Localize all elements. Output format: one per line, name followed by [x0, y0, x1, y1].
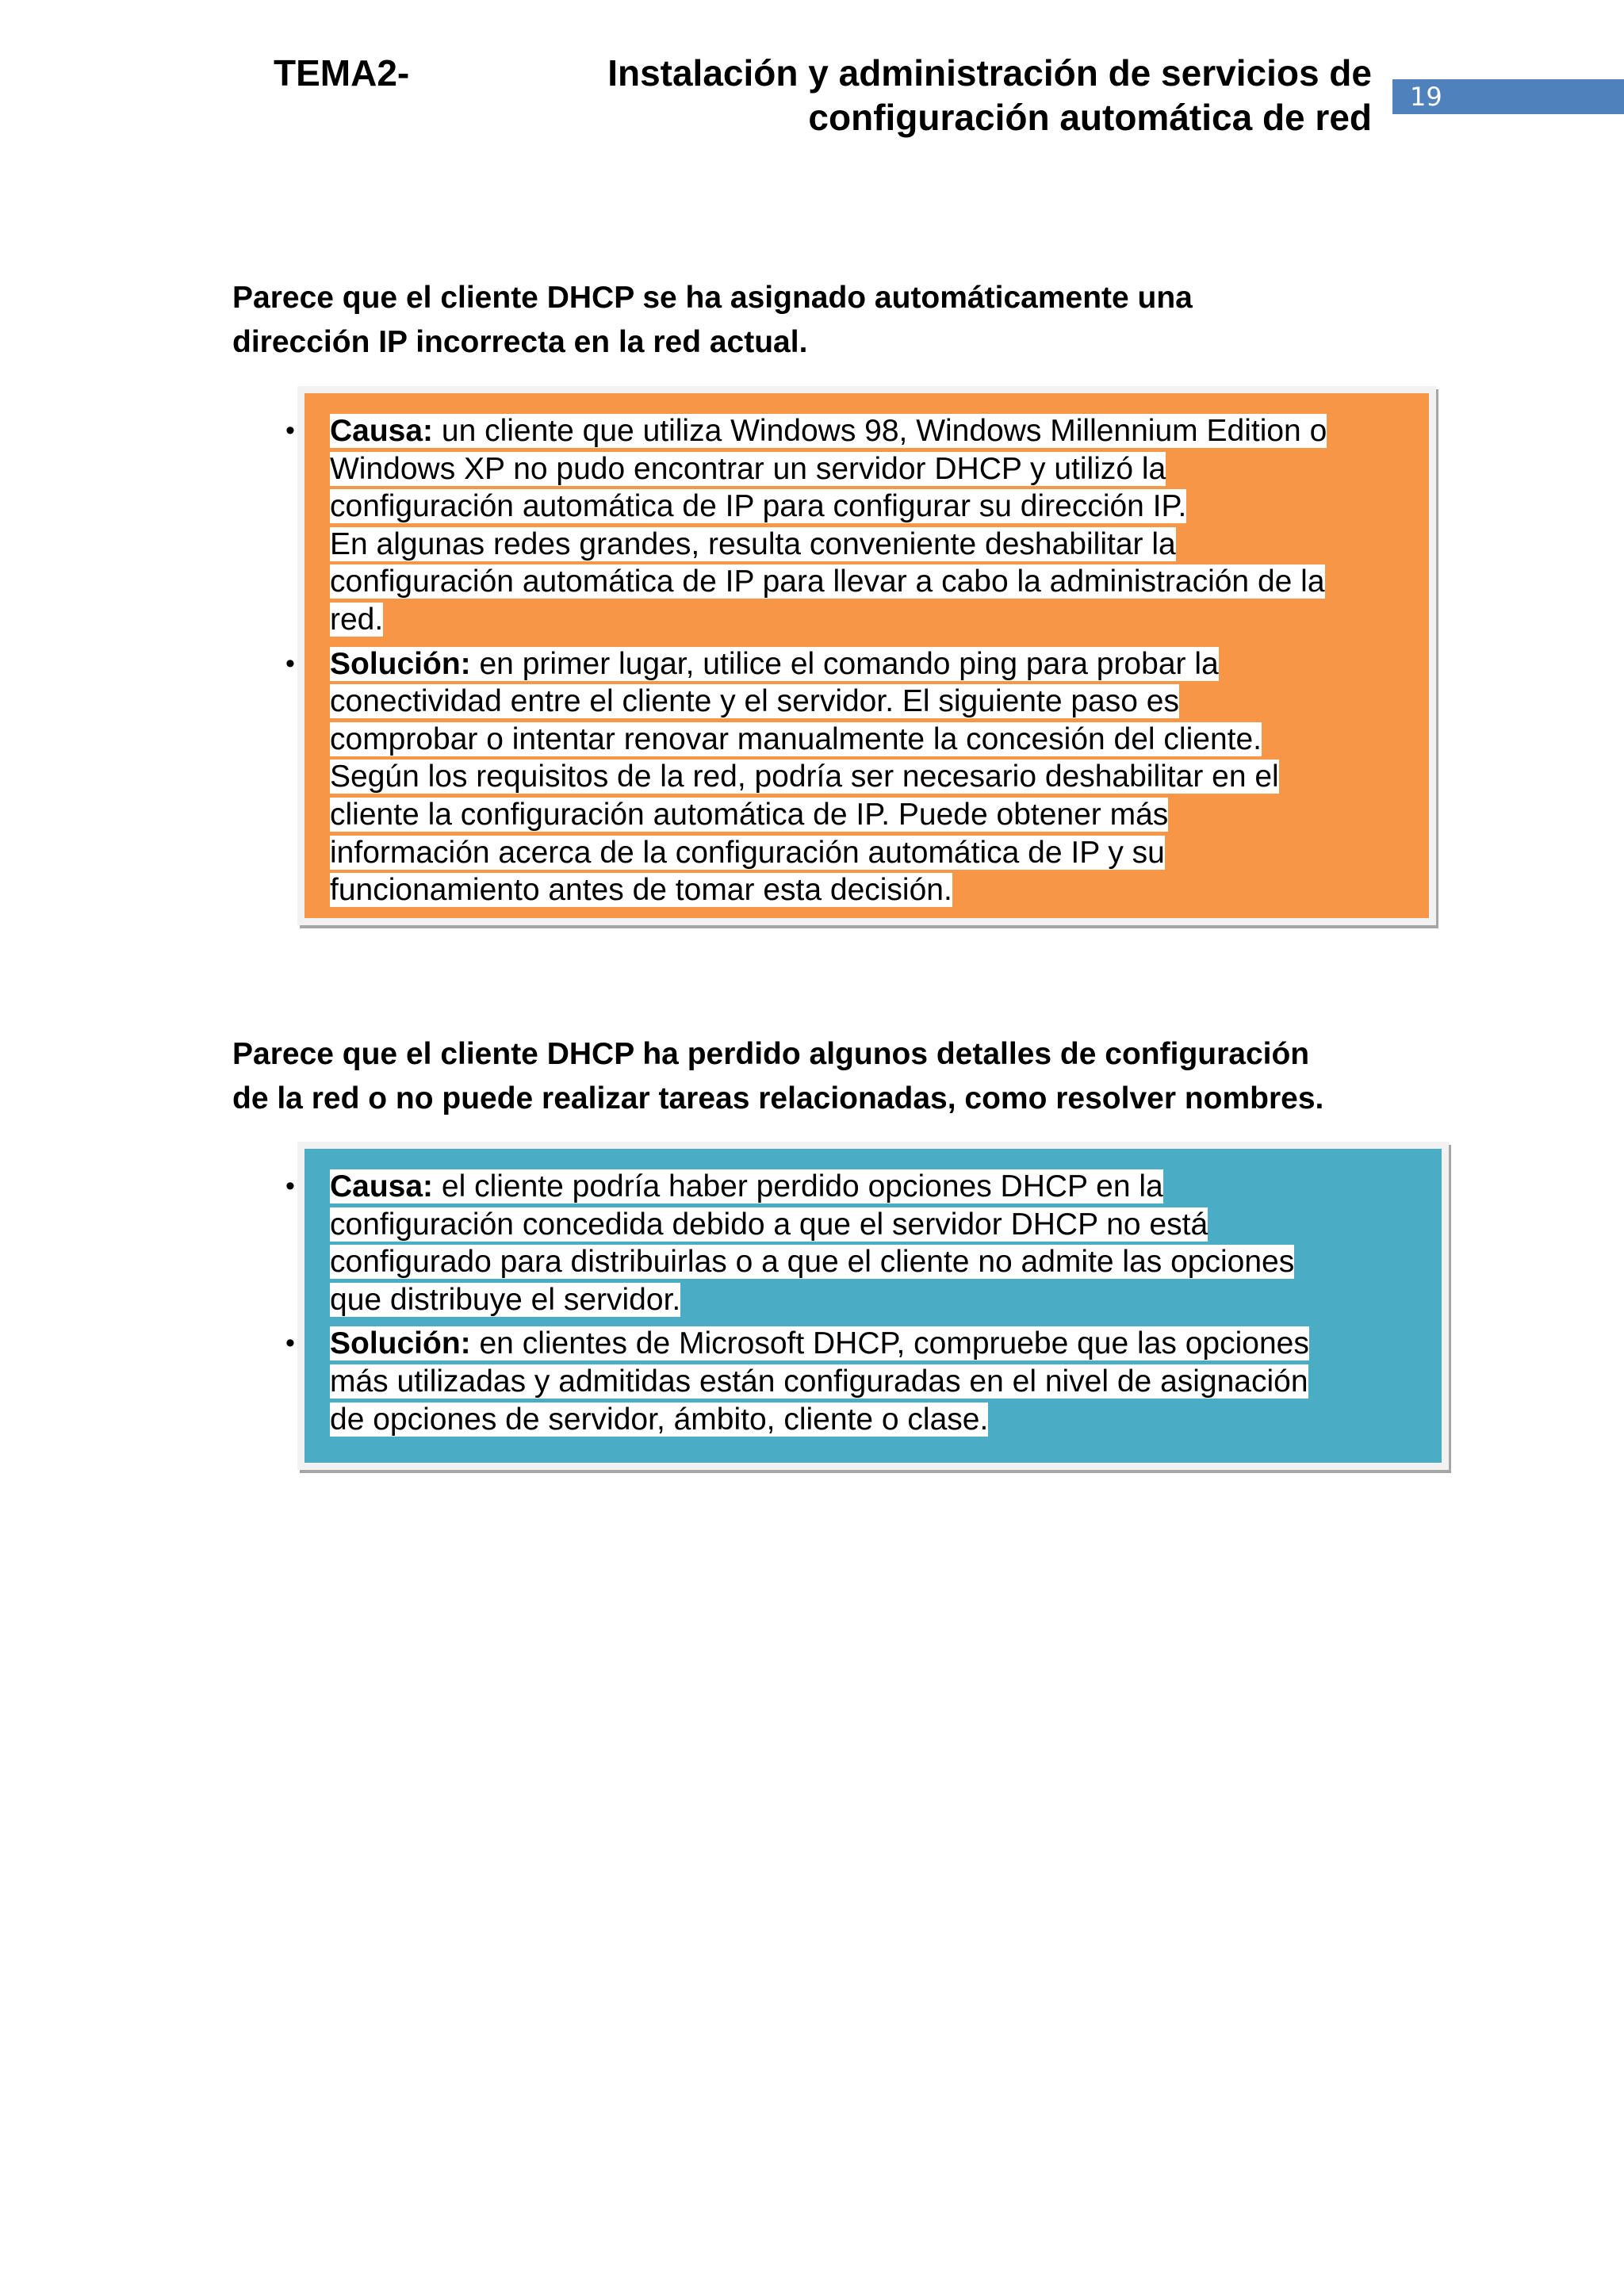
solution-line: conectividad entre el cliente y el servidor. El siguiente paso es	[330, 684, 1179, 719]
cause-line: un cliente que utiliza Windows 98, Windows Millennium Edition o	[433, 414, 1327, 448]
solution-line: funcionamiento antes de tomar esta decisión.	[330, 873, 952, 908]
solution-line: de opciones de servidor, ámbito, cliente o clase.	[330, 1402, 989, 1437]
section-2-heading-line-1: Parece que el cliente DHCP ha perdido algunos detalles de configuración	[232, 1037, 1310, 1071]
section-2-list	[285, 1168, 1309, 1445]
page-number: 19	[1410, 82, 1442, 112]
cause-line: configuración automática de IP para configurar su dirección IP.	[330, 489, 1187, 524]
cause-line: configuración automática de IP para llevar a cabo la administración de la	[330, 564, 1325, 599]
bullet-icon: •	[285, 648, 295, 679]
cause-line: configurado para distribuirlas o a que el cliente no admite las opciones	[330, 1245, 1295, 1280]
cause-label: Causa:	[330, 1169, 434, 1203]
chapter-title-line-1: Instalación y administración de servicios de	[607, 52, 1372, 94]
solution-line: información acerca de la configuración automática de IP y su	[330, 835, 1165, 870]
section-1-solution-item	[285, 645, 1327, 916]
solution-label: Solución:	[330, 646, 471, 681]
solution-line: en primer lugar, utilice el comando ping para probar la	[470, 646, 1219, 681]
solution-line: cliente la configuración automática de IP. Puede obtener más	[330, 797, 1169, 832]
cause-line: En algunas redes grandes, resulta conveniente deshabilitar la	[330, 526, 1176, 561]
page-number-bar	[1392, 79, 1624, 114]
chapter-label: TEMA2-	[274, 52, 410, 94]
section-1-box	[285, 386, 1436, 925]
cause-line: Windows XP no pudo encontrar un servidor DHCP y utilizó la	[330, 451, 1166, 486]
chapter-title	[420, 51, 1372, 140]
cause-line: que distribuye el servidor.	[330, 1282, 681, 1317]
section-1-list	[285, 412, 1327, 916]
section-1-heading	[232, 276, 1406, 365]
section-2-box	[285, 1142, 1449, 1470]
section-1-heading-line-1: Parece que el cliente DHCP se ha asignado automáticamente una	[232, 281, 1193, 315]
cause-label: Causa:	[330, 414, 434, 448]
solution-line: más utilizadas y admitidas están configuradas en el nivel de asignación	[330, 1364, 1308, 1399]
chapter-title-line-2: configuración automática de red	[808, 97, 1372, 138]
cause-line: red.	[330, 602, 384, 637]
solution-line: en clientes de Microsoft DHCP, compruebe que las opciones	[470, 1326, 1309, 1361]
solution-line: Según los requisitos de la red, podría ser necesario deshabilitar en el	[330, 760, 1279, 794]
section-2-heading-line-2: de la red o no puede realizar tareas relacionadas, como resolver nombres.	[232, 1081, 1324, 1115]
section-2-solution-item	[285, 1325, 1309, 1445]
section-2-cause-item	[285, 1168, 1309, 1325]
bullet-icon: •	[285, 1328, 295, 1359]
cause-line: el cliente podría haber perdido opciones DHCP en la	[433, 1169, 1163, 1203]
bullet-icon: •	[285, 415, 295, 446]
cause-line: configuración concedida debido a que el servidor DHCP no está	[330, 1207, 1208, 1242]
solution-line: comprobar o intentar renovar manualmente la concesión del cliente.	[330, 721, 1262, 756]
section-1-heading-line-2: dirección IP incorrecta en la red actual.	[232, 325, 808, 359]
solution-label: Solución:	[330, 1326, 471, 1361]
bullet-icon: •	[285, 1171, 295, 1201]
section-1-cause-item	[285, 412, 1327, 645]
section-2-heading	[232, 1032, 1406, 1121]
